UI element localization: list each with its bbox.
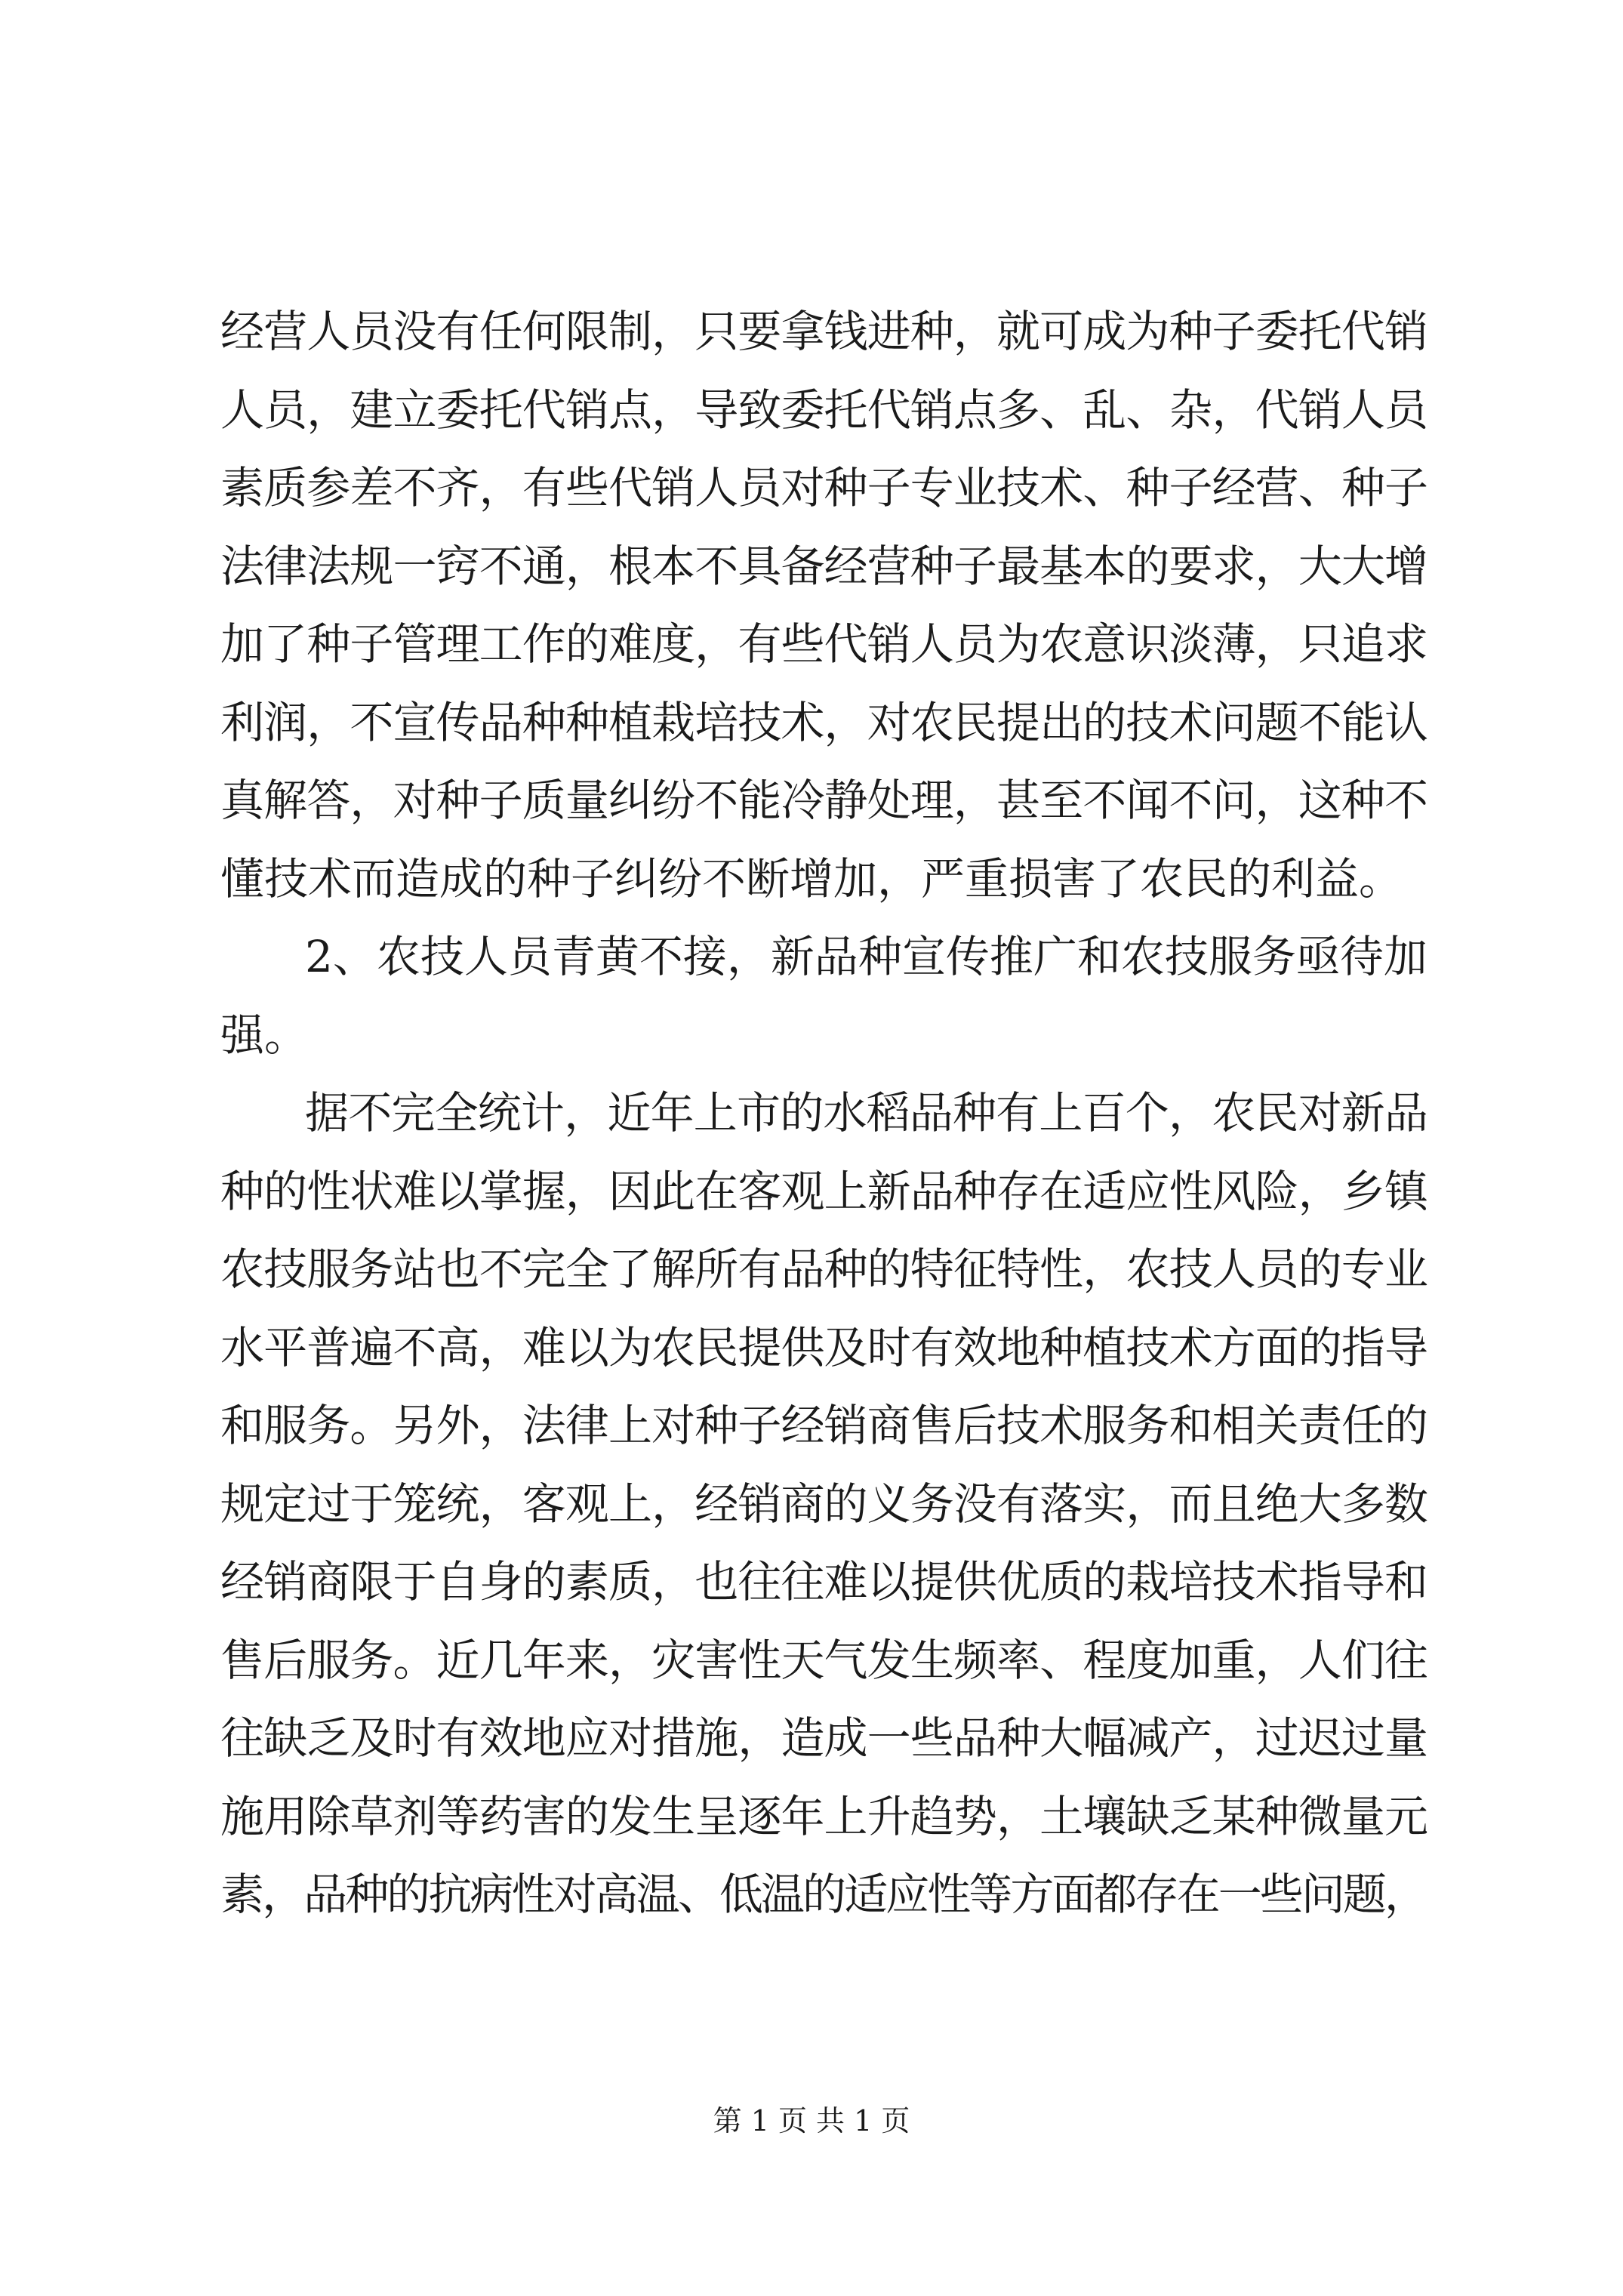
text-line: 素，品种的抗病性对高温、低温的适应性等方面都存在一些问题， [220, 1869, 1427, 1920]
text-line: 施用除草剂等药害的发生呈逐年上升趋势，土壤缺乏某种微量元 [220, 1790, 1428, 1842]
text-line: 农技服务站也不完全了解所有品种的特征特性，农技人员的专业 [220, 1244, 1428, 1295]
text-line: 和服务。另外，法律上对种子经销商售后技术服务和相关责任的 [220, 1400, 1428, 1451]
text-line: 往缺乏及时有效地应对措施，造成一些品种大幅减产，过迟过量 [220, 1712, 1428, 1764]
text-line: 经销商限于自身的素质，也往往难以提供优质的栽培技术指导和 [220, 1556, 1428, 1607]
text-line: 真解答，对种子质量纠纷不能冷静处理，甚至不闻不问，这种不 [220, 775, 1428, 826]
text-line: 利润，不宣传品种种植栽培技术，对农民提出的技术问题不能认 [220, 696, 1428, 748]
text-line: 水平普遍不高，难以为农民提供及时有效地种植技术方面的指导 [220, 1321, 1428, 1373]
page-footer: 第 1 页 共 1 页 [713, 2104, 910, 2137]
text-line: 据不完全统计，近年上市的水稻品种有上百个，农民对新品 [305, 1087, 1428, 1139]
text-line: 2、农技人员青黄不接，新品种宣传推广和农技服务亟待加 [305, 931, 1427, 982]
text-line: 种的性状难以掌握，因此在客观上新品种存在适应性风险，乡镇 [220, 1165, 1428, 1217]
text-line: 强。 [220, 1009, 309, 1061]
text-line: 规定过于笼统，客观上，经销商的义务没有落实，而且绝大多数 [220, 1478, 1428, 1530]
text-line: 素质参差不齐，有些代销人员对种子专业技术、种子经营、种子 [220, 462, 1428, 513]
text-line: 懂技术而造成的种子纠纷不断增加，严重损害了农民的利益。 [220, 852, 1403, 905]
text-line: 经营人员没有任何限制，只要拿钱进种，就可成为种子委托代销 [220, 306, 1428, 357]
text-line: 法律法规一窍不通，根本不具备经营种子最基本的要求，大大增 [220, 540, 1428, 592]
text-line: 加了种子管理工作的难度，有些代销人员为农意识淡薄，只追求 [220, 618, 1428, 670]
body-text [220, 293, 1428, 1934]
text-line: 售后服务。近几年来，灾害性天气发生频率、程度加重，人们往 [220, 1634, 1428, 1686]
text-line: 人员，建立委托代销点，导致委托代销点多、乱、杂，代销人员 [220, 384, 1428, 436]
